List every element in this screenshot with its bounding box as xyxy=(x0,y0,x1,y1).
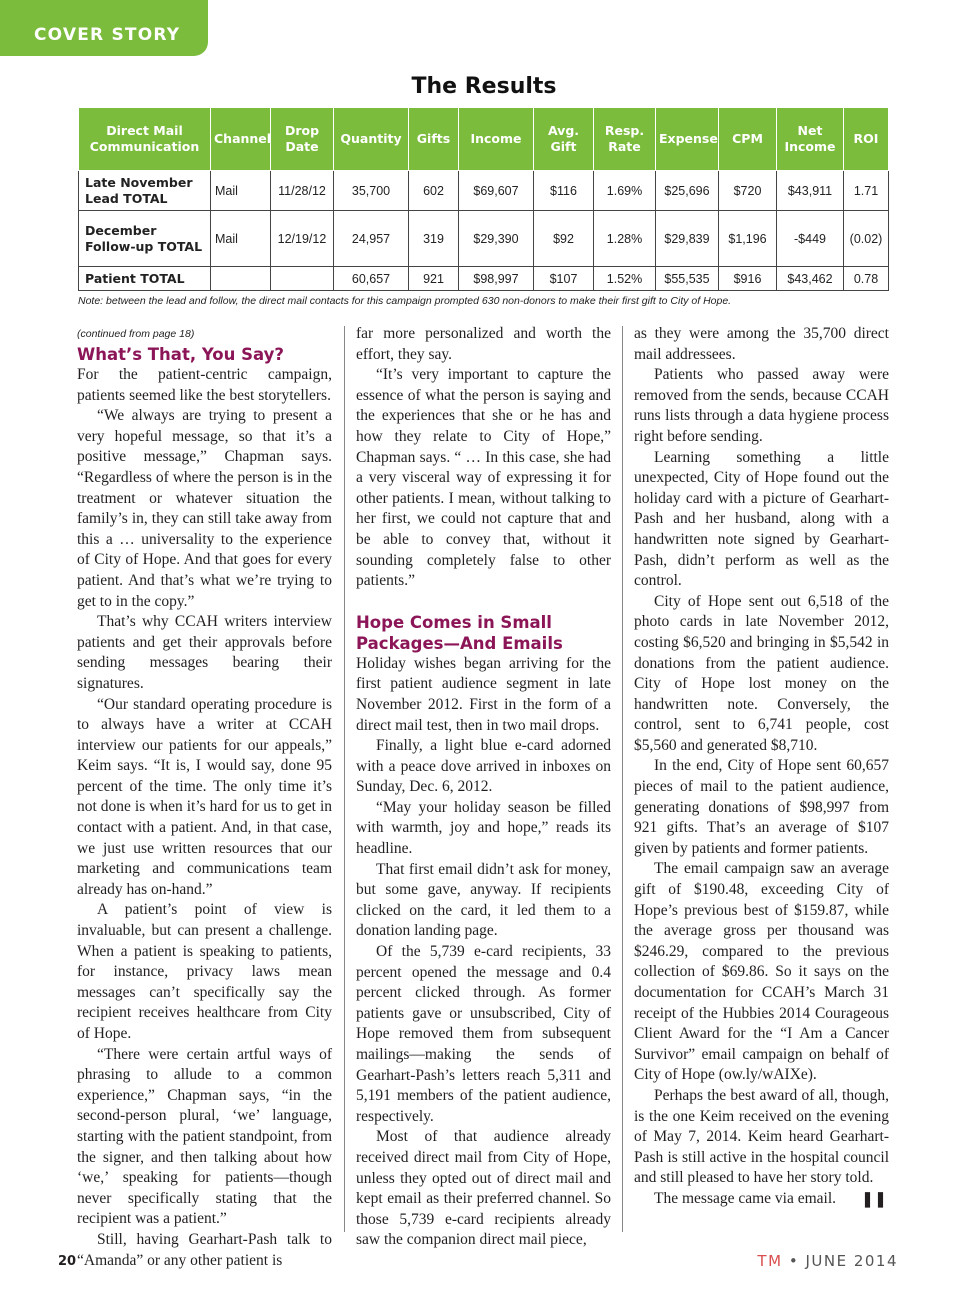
paragraph: Most of that audience already received direct mail from City of Hope, unless they opted out of direct mail and kept email as their preferred channel. So those 5,739 e-card recipients already saw the companion direct mail piece, xyxy=(356,1128,611,1249)
paragraph: “We always are trying to present a very hopeful message, so that it’s a positive message,” Chapman says. “Regardless of where the person is in the treatment or whatever situation the family’s in, they can still take away from this a … universality to the experience of City of Hope. And that goes for every patient. And that’s what we’re trying to get to in the copy.” xyxy=(77,407,332,610)
continued-note: (continued from page 18) xyxy=(77,328,195,340)
table-row xyxy=(79,267,889,291)
results-table xyxy=(78,107,889,291)
table-header-cell: Resp. Rate xyxy=(594,108,656,171)
table-cell: $25,696 xyxy=(656,171,719,211)
article-column-3 xyxy=(634,324,889,1234)
table-header-cell: Expense xyxy=(656,108,719,171)
table-cell: 12/19/12 xyxy=(271,211,334,267)
paragraph: “Our standard operating procedure is to always have a writer at CCAH interview our patients for our appeals,” Keim says. “It is, I would say, done 95 percent of the time. The only time it’s not done is when it’s hard for us to get in contact with a patient. And, in that case, we just use written resources that our marketing and communications team already has on-hand.” xyxy=(77,695,332,898)
section-heading: What’s That, You Say? xyxy=(77,345,284,364)
issue-date: JUNE 2014 xyxy=(805,1252,898,1270)
table-cell: Late November Lead TOTAL xyxy=(79,171,211,211)
column-divider xyxy=(622,326,623,1232)
page-number: 20 xyxy=(58,1254,77,1269)
paragraph-text: The message came via email. xyxy=(654,1189,837,1207)
paragraph: The email campaign saw an average gift of $190.48, exceeding City of Hope’s previous best of $159.87, while the average gross per thousand was $246.29, compared to the previous collection of $69.86. So it says on the documentation for CCAH’s March 31 receipt of the Hubbies 2014 Courageous Client Award for the “I Am a Cancer Survivor” email campaign on behalf of City of Hope (ow.ly/wAIXe). xyxy=(634,860,889,1084)
table-cell: 11/28/12 xyxy=(271,171,334,211)
paragraph: That’s why CCAH writers interview patients and get their approvals before sending messages bearing their signatures. xyxy=(77,613,332,692)
table-cell: 602 xyxy=(409,171,459,211)
table-cell: 60,657 xyxy=(334,267,409,291)
table-header-cell: Net Income xyxy=(777,108,844,171)
table-cell: $107 xyxy=(534,267,594,291)
table-cell: $116 xyxy=(534,171,594,211)
issue-footer xyxy=(757,1252,898,1270)
table-header-cell: Avg. Gift xyxy=(534,108,594,171)
section-heading: Hope Comes in Small Packages—And Emails xyxy=(356,612,563,653)
table-cell: Mail xyxy=(211,211,271,267)
table-cell: (0.02) xyxy=(844,211,889,267)
table-cell: Mail xyxy=(211,171,271,211)
table-row xyxy=(79,171,889,211)
table-note: Note: between the lead and follow, the direct mail contacts for this campaign prompted 630 non-donors to make their first gift to City of Hope. xyxy=(78,295,732,307)
table-cell: $92 xyxy=(534,211,594,267)
footer-separator: • xyxy=(788,1252,800,1270)
end-of-story-icon: ❚❚ xyxy=(861,1189,887,1208)
table-header-cell: Income xyxy=(459,108,534,171)
paragraph: as they were among the 35,700 direct mail addressees. xyxy=(634,325,889,363)
paragraph: In the end, City of Hope sent 60,657 pieces of mail to the patient audience, generating donations of $98,997 from 921 gifts. That’s an average of $107 given by patients and former patients. xyxy=(634,757,889,857)
table-header-row xyxy=(79,108,889,171)
table-cell: 921 xyxy=(409,267,459,291)
table-cell: 1.52% xyxy=(594,267,656,291)
table-cell: 1.71 xyxy=(844,171,889,211)
paragraph: Finally, a light blue e-card adorned with a peace dove arrived in inboxes on Sunday, Dec. 6, 2012. xyxy=(356,737,611,796)
table-cell: $1,196 xyxy=(719,211,777,267)
table-cell: 319 xyxy=(409,211,459,267)
table-cell xyxy=(211,267,271,291)
paragraph: Patients who passed away were removed from the sends, because CCAH runs lists through a data hygiene process right before sending. xyxy=(634,366,889,445)
table-cell: 1.28% xyxy=(594,211,656,267)
table-cell: $43,911 xyxy=(777,171,844,211)
table-cell: 35,700 xyxy=(334,171,409,211)
table-cell: $55,535 xyxy=(656,267,719,291)
table-cell: 24,957 xyxy=(334,211,409,267)
article-column-2 xyxy=(356,324,611,1249)
magazine-logo: TM xyxy=(757,1252,783,1270)
paragraph: Of the 5,739 e-card recipients, 33 percent opened the message and 0.4 percent clicked through. As former patients gave or unsubscribed, City of Hope removed them from subsequent mailings—making the sends of Gearhart-Pash’s letters reach 5,311 and 5,191 members of the patient audience, respectively. xyxy=(356,943,611,1125)
paragraph: far more personalized and worth the effort, they say. xyxy=(356,325,611,363)
paragraph: Perhaps the best award of all, though, is the one Keim received on the evening of May 7, 2014. Keim heard Gearhart-Pash is still active in the hospital council and still pleased to have her story told. xyxy=(634,1086,889,1187)
table-cell: $43,462 xyxy=(777,267,844,291)
section-tab-label: COVER STORY xyxy=(34,25,181,45)
table-cell: $69,607 xyxy=(459,171,534,211)
paragraph: Still, having Gearhart-Pash talk to “Amanda” or any other patient is xyxy=(77,1230,332,1269)
table-cell: $916 xyxy=(719,267,777,291)
table-header-cell: Gifts xyxy=(409,108,459,171)
paragraph: For the patient-centric campaign, patients seemed like the best storytellers. xyxy=(77,366,332,404)
paragraph: City of Hope sent out 6,518 of the photo cards in late November 2012, costing $6,520 and bringing in $5,542 in donations from the patient audience. City of Hope lost money on the handwritten note. Conversely, the control, sent to 6,741 people, cost $5,560 and generated $8,710. xyxy=(634,592,889,754)
paragraph: “It’s very important to capture the essence of what the person is saying and the experiences that she or he has and how they relate to City of Hope,” Chapman says. “ … In this case, she had a very visceral way of expressing it for other patients. I mean, without talking to her first, we could not capture that and be able to convey that, without it sounding completely false to other patients.” xyxy=(356,366,611,590)
table-cell xyxy=(271,267,334,291)
results-table-title: The Results xyxy=(411,74,557,99)
table-header-cell: Direct Mail Communication xyxy=(79,108,211,171)
paragraph: Learning something a little unexpected, City of Hope found out the holiday card with a picture of Gearhart-Pash and her husband, along with a handwritten note signed by Gearhart-Pash, didn’t perform as well as the control. xyxy=(634,448,889,590)
table-cell: -$449 xyxy=(777,211,844,267)
table-cell: 0.78 xyxy=(844,267,889,291)
paragraph: Holiday wishes began arriving for the first patient audience segment in late November 2012. First in the form of a direct mail test, then in two mail drops. xyxy=(356,654,611,734)
table-header-cell: Quantity xyxy=(334,108,409,171)
table-cell: Patient TOTAL xyxy=(79,267,211,291)
paragraph: “There were certain artful ways of phrasing to allude to a common experience,” Chapman says, “in the second-person plural, ‘we’ language, starting with the patient standpoint, from the signer, and then talking about how ‘we,’ speaking for patients—though never specifically stating that the recipient was a patient.” xyxy=(77,1045,332,1228)
table-cell: December Follow-up TOTAL xyxy=(79,211,211,267)
table-cell: 1.69% xyxy=(594,171,656,211)
table-cell: $29,390 xyxy=(459,211,534,267)
table-header-cell: ROI xyxy=(844,108,889,171)
paragraph: “May your holiday season be filled with warmth, joy and hope,” reads its headline. xyxy=(356,798,611,858)
paragraph xyxy=(634,1189,889,1210)
table-cell: $29,839 xyxy=(656,211,719,267)
article-column-1 xyxy=(77,324,332,1269)
table-row xyxy=(79,211,889,267)
table-header-cell: Channel xyxy=(211,108,271,171)
table-header-cell: CPM xyxy=(719,108,777,171)
table-cell: $98,997 xyxy=(459,267,534,291)
paragraph: That first email didn’t ask for money, but some gave, anyway. If recipients clicked on the card, it led them to a donation landing page. xyxy=(356,860,611,940)
table-cell: $720 xyxy=(719,171,777,211)
table-header-cell: Drop Date xyxy=(271,108,334,171)
column-divider xyxy=(344,326,345,1232)
section-tab xyxy=(0,0,208,56)
paragraph: A patient’s point of view is invaluable, but can present a challenge. When a patient is speaking to patients, for instance, privacy laws mean messages can’t specifically say the recipient receives healthcare from City of Hope. xyxy=(77,901,332,1042)
